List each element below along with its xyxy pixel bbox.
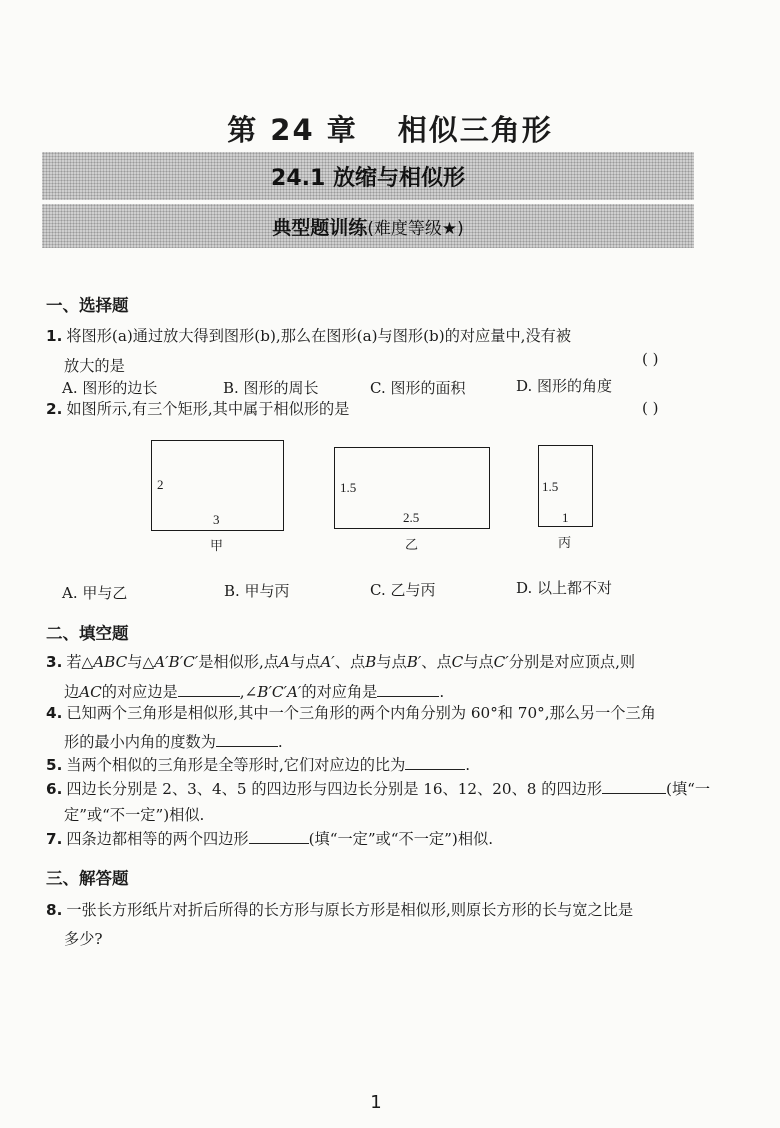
answer-blank[interactable]	[602, 779, 666, 794]
practice-label: 典型题训练	[272, 216, 368, 239]
math: ABC	[93, 653, 128, 671]
question-text: 将图形(a)通过放大得到图形(b),那么在图形(a)与图形(b)的对应量中,没有被	[66, 327, 572, 345]
text: 四边长分别是 2、3、4、5 的四边形与四边长分别是 16、12、20、8 的四边形	[66, 780, 603, 798]
question-number: 4.	[46, 704, 63, 722]
question-number: 7.	[46, 830, 63, 848]
text: .	[277, 733, 283, 751]
bing-height-label: 1.5	[542, 479, 559, 494]
section-heading-solve: 三、解答题	[46, 869, 129, 888]
math: B	[365, 653, 377, 671]
text: 是相似形,点	[198, 653, 279, 671]
question-number: 2.	[46, 400, 63, 418]
answer-blank[interactable]	[249, 829, 309, 844]
question-7	[46, 829, 493, 847]
question-2	[46, 402, 349, 417]
bing-caption: 丙	[558, 536, 572, 551]
answer-blank[interactable]	[216, 732, 278, 747]
text: 与点	[289, 653, 321, 671]
math: C	[451, 653, 464, 671]
question-number: 1.	[46, 327, 63, 345]
question-1-line2: 放大的是	[64, 357, 125, 375]
math: B′	[406, 653, 422, 671]
question-6-line1	[46, 779, 710, 797]
math: A′	[320, 653, 335, 671]
question-number: 3.	[46, 653, 63, 671]
text: 、点	[334, 653, 366, 671]
math: C′	[493, 653, 509, 671]
section-title: 24.1 放缩与相似形	[271, 165, 465, 191]
answer-blank[interactable]	[178, 682, 240, 697]
q1-option-c: C. 图形的面积	[370, 379, 466, 397]
text: 、点	[421, 653, 452, 671]
section-banner	[42, 152, 694, 200]
difficulty-label: (难度等级★)	[367, 218, 464, 239]
question-5	[46, 755, 470, 773]
text: 已知两个三角形是相似形,其中一个三角形的两个内角分别为 60°和 70°,那么另一个三角	[66, 704, 656, 722]
answer-paren-1: ( )	[642, 350, 659, 368]
q1-option-d: D. 图形的角度	[516, 377, 613, 395]
question-1-line1	[46, 329, 571, 344]
math: B′C′A′	[257, 683, 302, 701]
text: 与△	[127, 653, 155, 671]
chapter-name: 相似三角形	[397, 113, 553, 147]
question-number: 6.	[46, 780, 63, 798]
yi-caption: 乙	[405, 538, 419, 553]
practice-banner	[42, 204, 694, 248]
section-heading-choice: 一、选择题	[46, 296, 129, 315]
math: A′B′C′	[154, 653, 199, 671]
q1-option-b: B. 图形的周长	[223, 379, 319, 397]
math: AC	[79, 683, 102, 701]
text: (填“一	[666, 780, 711, 798]
practice-title	[272, 213, 464, 240]
text: 若△	[66, 653, 94, 671]
question-number: 8.	[46, 901, 63, 919]
text: .	[439, 683, 445, 701]
question-3-line1	[46, 655, 635, 670]
text: 分别是对应顶点,则	[508, 653, 636, 671]
q1-option-a: A. 图形的边长	[62, 379, 158, 397]
question-text: 如图所示,有三个矩形,其中属于相似形的是	[66, 400, 350, 418]
text: 与点	[376, 653, 407, 671]
question-number: 5.	[46, 756, 63, 774]
text: (填“一定”或“不一定”)相似.	[308, 830, 494, 848]
q2-option-d: D. 以上都不对	[516, 579, 613, 597]
text: ,∠	[239, 683, 258, 701]
page-number: 1	[370, 1092, 382, 1113]
yi-height-label: 1.5	[340, 480, 357, 495]
question-8-line1	[46, 903, 633, 918]
jia-height-label: 2	[157, 477, 164, 492]
bing-width-label: 1	[562, 510, 569, 525]
q2-option-c: C. 乙与丙	[370, 581, 436, 599]
answer-paren-2: ( )	[642, 399, 659, 417]
q2-option-b: B. 甲与丙	[224, 582, 290, 600]
chapter-label: 第 24 章	[227, 113, 358, 147]
question-4-line1	[46, 706, 656, 721]
question-6-line2: 定”或“不一定”)相似.	[64, 806, 205, 824]
text: 四条边都相等的两个四边形	[66, 830, 249, 848]
text: 形的最小内角的度数为	[64, 733, 216, 751]
text: 与点	[463, 653, 494, 671]
text: .	[465, 756, 471, 774]
question-4-line2	[64, 731, 283, 752]
chapter-title	[0, 108, 780, 149]
q2-option-a: A. 甲与乙	[62, 584, 128, 602]
question-3-line2	[64, 681, 444, 702]
question-8-line2: 多少?	[64, 930, 103, 948]
text: 一张长方形纸片对折后所得的长方形与原长方形是相似形,则原长方形的长与宽之比是	[66, 901, 634, 919]
jia-width-label: 3	[213, 512, 220, 527]
jia-caption: 甲	[210, 539, 224, 554]
answer-blank[interactable]	[377, 682, 439, 697]
text: 的对应角是	[301, 683, 378, 701]
yi-width-label: 2.5	[403, 510, 420, 525]
text: 的对应边是	[101, 683, 178, 701]
text: 边	[64, 683, 80, 701]
math: A	[279, 653, 290, 671]
section-heading-fill: 二、填空题	[46, 624, 129, 643]
answer-blank[interactable]	[405, 755, 465, 770]
text: 当两个相似的三角形是全等形时,它们对应边的比为	[66, 756, 406, 774]
